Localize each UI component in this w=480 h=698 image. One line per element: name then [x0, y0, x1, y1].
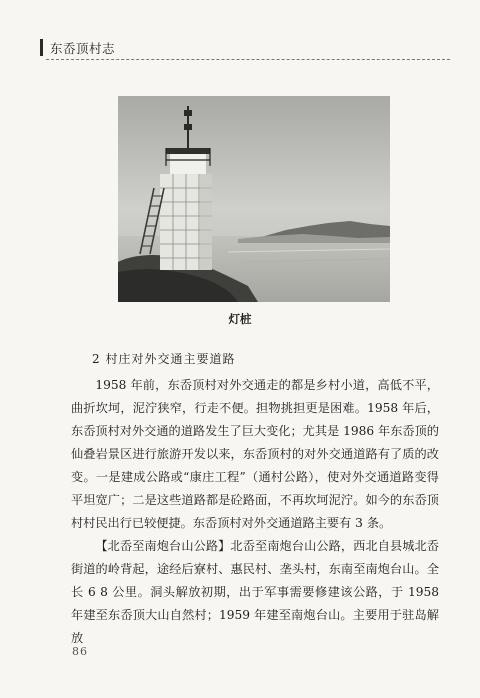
header-title: 东岙顶村志 — [50, 41, 116, 56]
header-bar — [40, 39, 43, 56]
section-heading: 2 村庄对外交通主要道路 — [92, 352, 236, 366]
page-number: 86 — [72, 645, 88, 658]
running-header — [40, 36, 450, 60]
paragraph: 1958 年前，东岙顶村对外交通走的都是乡村小道，高低不平，曲折坎坷，泥泞狭窄，行走不便。担物挑担更是困难。1958 年后，东岙顶村对外交通的道路发生了巨大变化；尤其是 1986 年东岙顶的仙叠岩景区进行旅游开发以来，东岙顶村的对外交通道路有了质的改变。一是建成公路或“康庄工程”（通村公路），使对外交通道路变得平坦宽广；二是这些道路都是砼路面，不再坎坷泥泞。如今的东岙顶村村民出行已较便捷。东岙顶村对外交通道路主要有 3 条。 — [71, 378, 439, 530]
paragraph: 【北岙至南炮台山公路】北岙至南炮台山公路，西北自县城北岙街道的岭背起，途经后寮村、惠民村、垄头村，东南至南炮台山。全长 6 8 公里。洞头解放初期，出于军事需要修建该公路，于 1958 年建至东岙顶大山自然村；1959 年建至南炮台山。主要用于驻岛解放 — [71, 539, 439, 645]
body-text — [71, 374, 439, 650]
header-dashed-rule — [46, 59, 450, 60]
lighthouse-photo — [118, 96, 390, 302]
figure-caption: 灯桩 — [228, 312, 252, 326]
